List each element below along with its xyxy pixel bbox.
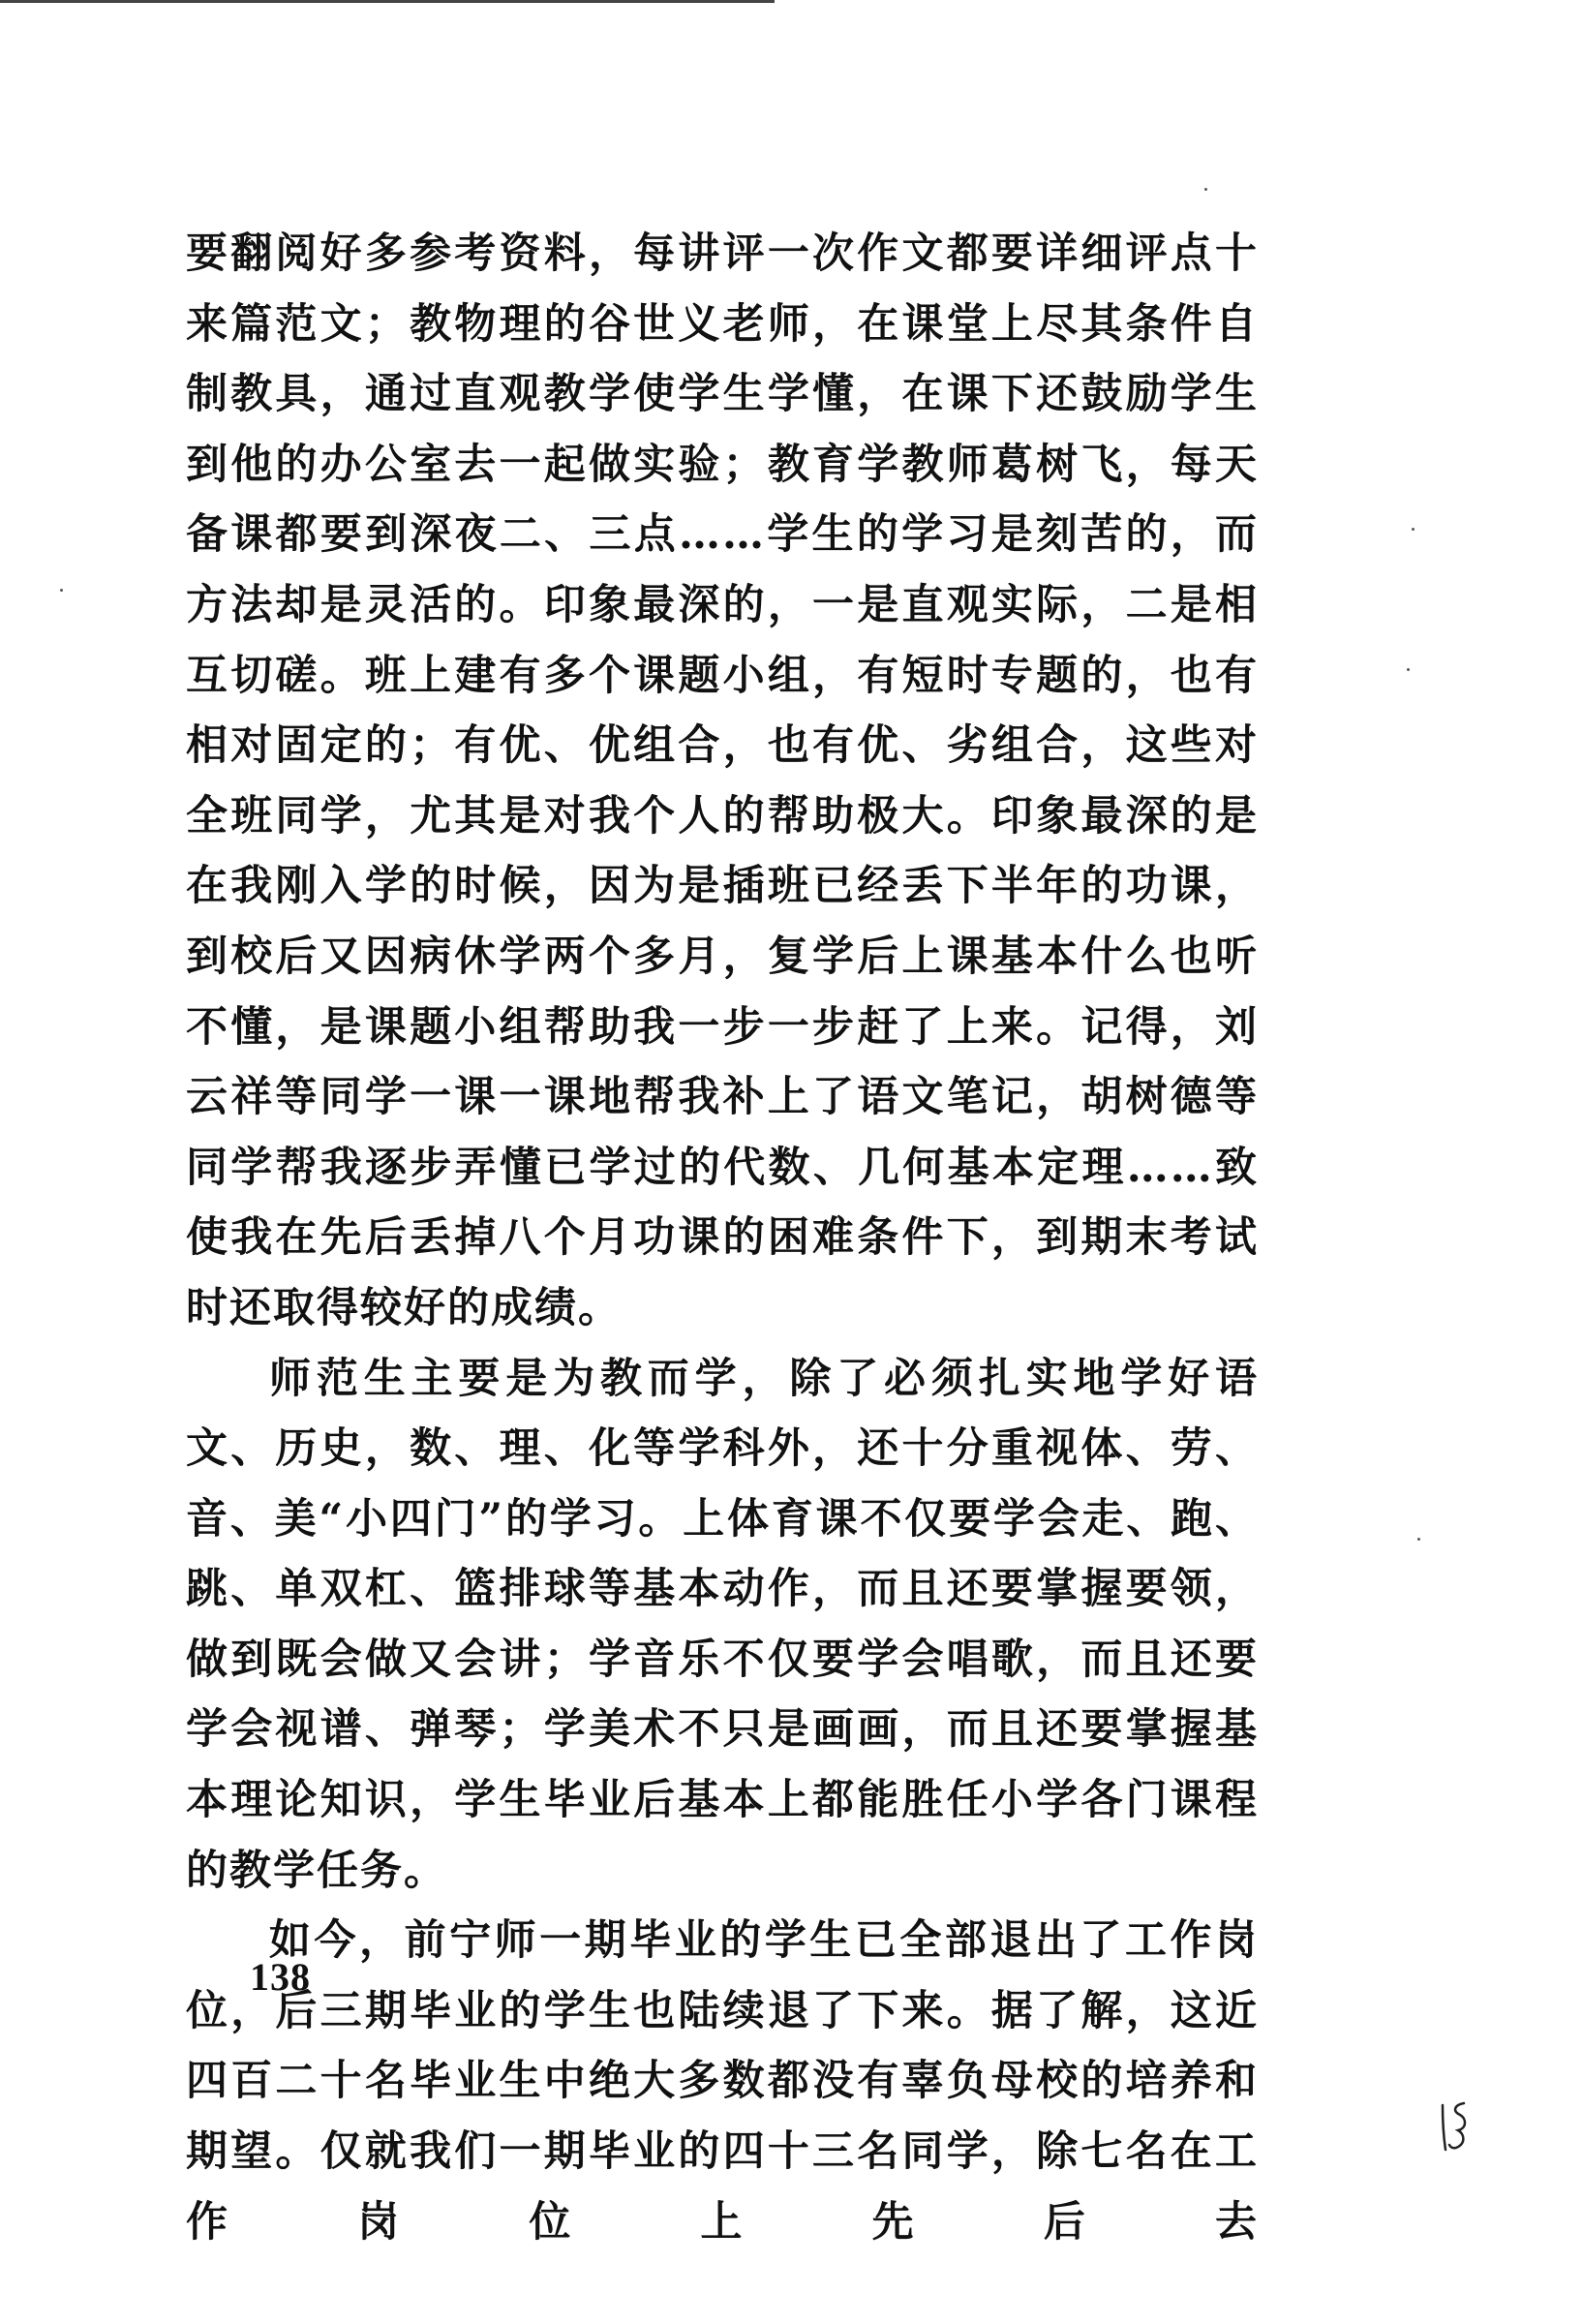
- paragraph-graduates-today: 如今，前宁师一期毕业的学生已全部退出了工作岗位，后三期毕业的学生也陆续退了下来。据了解，这近四百二十名毕业生中绝大多数都没有辜负母校的培养和期望。仅就我们一期毕业的四十三名同学，除七名在工作岗位上先后去: [186, 1916, 1259, 2247]
- paragraph-continued: 要翻阅好多参考资料，每讲评一次作文都要详细评点十来篇范文；教物理的谷世义老师，在课堂上尽其条件自制教具，通过直观教学使学生学懂，在课下还鼓励学生到他的办公室去一起做实验；教育学教师葛树飞，每天备课都要到深夜二、三点……学生的学习是刻苦的，而方法却是灵活的。印象最深的，一是直观实际，二是相互切磋。班上建有多个课题小组，有短时专题的，也有相对固定的；有优、优组合，也有优、劣组合，这些对全班同学，尤其是对我个人的帮助极大。印象最深的是在我刚入学的时候，因为是插班已经丢下半年的功课，到校后又因病休学两个多月，复学后上课基本什么也听不懂，是课题小组帮助我一步一步赶了上来。记得，刘云祥等同学一课一课地帮我补上了语文笔记，胡树德等同学帮我逐步弄懂已学过的代数、几何基本定理……致使我在先后丢掉八个月功课的困难条件下，到期末考试时还取得较好的成绩。: [186, 229, 1259, 1332]
- scan-speck: [1204, 188, 1207, 191]
- scan-edge-line: [0, 0, 775, 3]
- scan-speck: [1417, 1538, 1420, 1541]
- page-body: [186, 219, 1259, 2257]
- paragraph-normal-school-training: 师范生主要是为教而学，除了必须扎实地学好语文、历史，数、理、化等学科外，还十分重视体、劳、音、美“小四门”的学习。上体育课不仅要学会走、跑、跳、单双杠、篮排球等基本动作，而且还要掌握要领，做到既会做又会讲；学音乐不仅要学会唱歌，而且还要学会视谱、弹琴；学美术不只是画画，而且还要掌握基本理论知识，学生毕业后基本上都能胜任小学各门课程的教学任务。: [186, 1354, 1259, 1895]
- page-number: 138: [250, 1955, 311, 1999]
- scan-speck: [1407, 668, 1410, 671]
- scan-speck: [60, 589, 63, 592]
- scan-speck: [1412, 528, 1415, 531]
- handwritten-page-mark: [1437, 2097, 1470, 2154]
